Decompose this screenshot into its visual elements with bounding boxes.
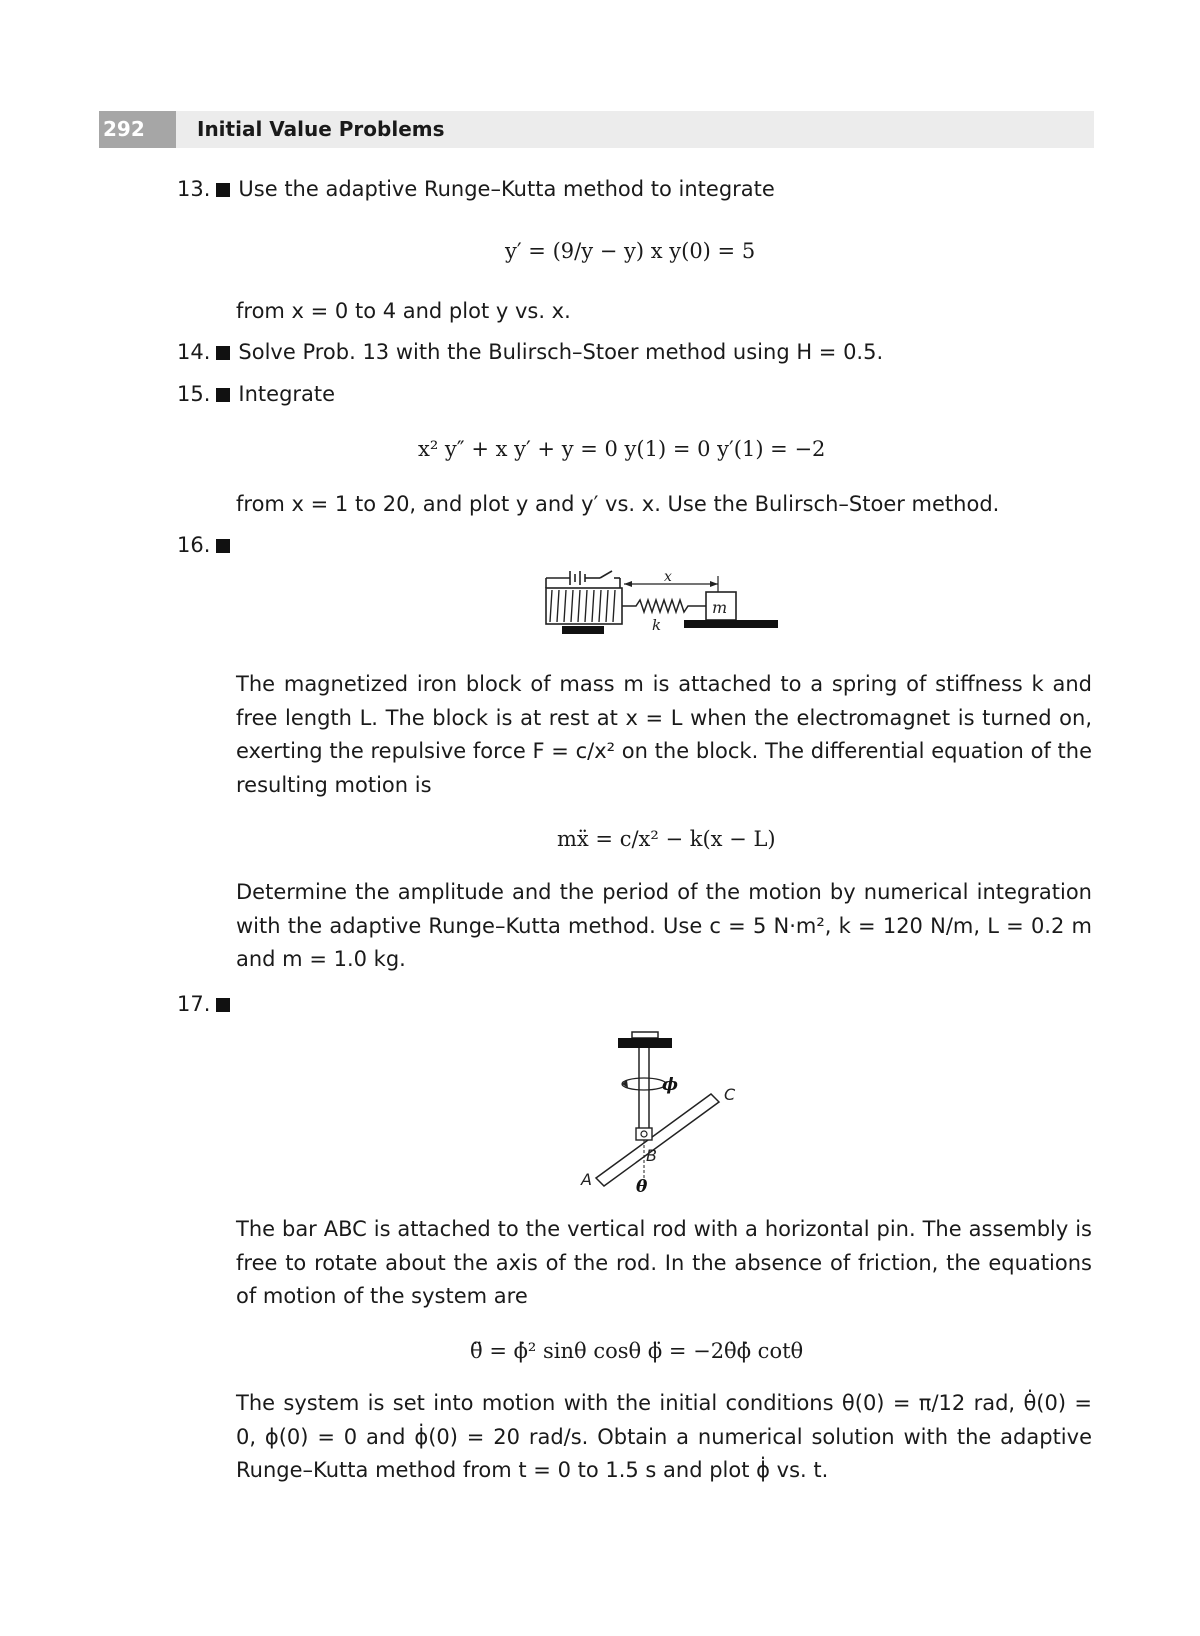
figure-label-x: x — [664, 569, 672, 585]
figure-label-b: B — [646, 1146, 657, 1165]
bullet-icon — [216, 388, 230, 402]
bullet-icon — [216, 539, 230, 553]
problem-number: 16. — [177, 533, 211, 557]
problem-number: 14. — [177, 340, 211, 364]
problem-16-text: The magnetized iron block of mass m is attached to a spring of stiffness k and free length L. The block is at rest at x = L when the electromagnet is turned on, exerting the repulsive force F = c/x² on the block. The differential equation of the resulting motion is — [236, 672, 1092, 797]
problem-13 — [177, 176, 775, 202]
equation-15: x² y″ + x y′ + y = 0 y(1) = 0 y′(1) = −2 — [418, 437, 826, 461]
figure-label-theta: θ — [636, 1177, 648, 1195]
problem-14 — [177, 339, 883, 365]
bullet-icon — [216, 998, 230, 1012]
problem-17-text: The bar ABC is attached to the vertical rod with a horizontal pin. The assembly is free to rotate about the axis of the rod. In the absence of friction, the equations of motion of the system are — [236, 1217, 1092, 1308]
problem-17 — [177, 991, 238, 1017]
problem-13-followup: from x = 0 to 4 and plot y vs. x. — [236, 299, 571, 323]
running-header-title: Initial Value Problems — [197, 117, 445, 141]
figure-label-a: A — [581, 1170, 592, 1189]
bullet-icon — [216, 183, 230, 197]
problem-number: 15. — [177, 382, 211, 406]
equation-17: θ̈ = ϕ̇² sinθ cosθ ϕ̈ = −2θ̇ϕ̇ cotθ — [470, 1339, 804, 1363]
problem-15-followup: from x = 1 to 20, and plot y and y′ vs. x. Use the Bulirsch–Stoer method. — [236, 492, 1000, 516]
problem-15 — [177, 381, 335, 407]
problem-text: Solve Prob. 13 with the Bulirsch–Stoer method using H = 0.5. — [238, 340, 884, 364]
problem-16 — [177, 532, 238, 558]
page-number: 292 — [99, 111, 176, 148]
electromagnet-figure — [540, 568, 790, 646]
problem-number: 13. — [177, 177, 211, 201]
problem-text: Integrate — [238, 382, 336, 406]
problem-16-followup: Determine the amplitude and the period of the motion by numerical integration with the adaptive Runge–Kutta method. Use c = 5 N·m², k = 120 N/m, L = 0.2 m and m = 1.0 kg. — [236, 880, 1092, 971]
bar-rod-figure — [580, 1030, 740, 1195]
equation-16: mẍ = c/x² − k(x − L) — [557, 827, 776, 851]
problem-17-followup: The system is set into motion with the initial conditions θ(0) = π/12 rad, θ̇(0) = 0, ϕ(0) = 0 and ϕ̇(0) = 20 rad/s. Obtain a numerical solution with the adaptive Runge–Kutta method from t = 0 to 1.5 s and plot ϕ̇ vs. t. — [236, 1391, 1092, 1482]
figure-label-phi: ϕ — [662, 1075, 679, 1095]
problem-text: Use the adaptive Runge–Kutta method to integrate — [238, 177, 775, 201]
bullet-icon — [216, 346, 230, 360]
problem-number: 17. — [177, 992, 211, 1016]
equation-13: y′ = (9/y − y) x y(0) = 5 — [505, 239, 756, 263]
figure-label-c: C — [724, 1085, 736, 1104]
figure-label-k: k — [652, 616, 662, 634]
figure-label-m: m — [712, 598, 728, 617]
